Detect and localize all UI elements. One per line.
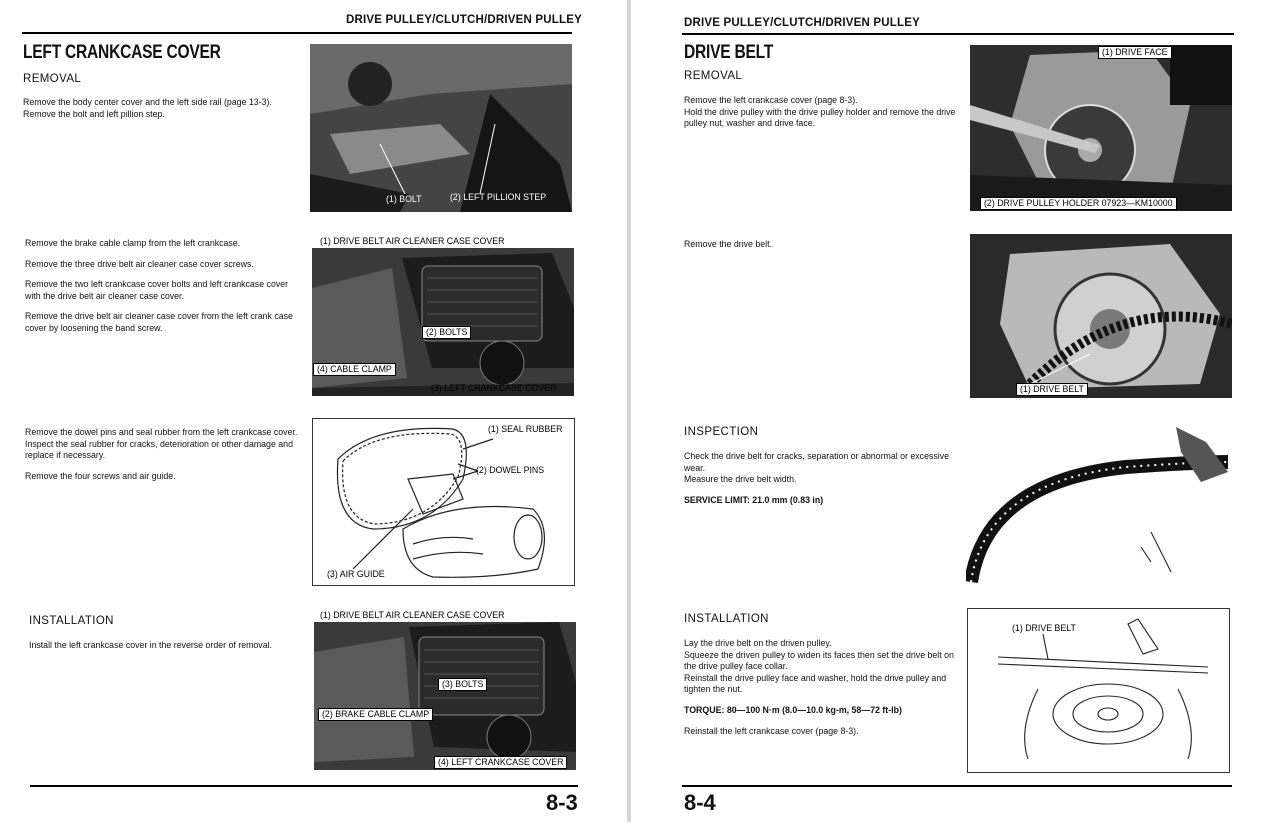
right-installation-heading: INSTALLATION — [684, 613, 769, 625]
right-torque — [684, 705, 960, 717]
fig4-callout-crankcase-cover: (4) LEFT CRANKCASE COVER — [434, 756, 567, 769]
page-gutter — [627, 0, 631, 822]
left-step3-p1: Remove the dowel pins and seal rubber from the left crankcase cover. — [25, 427, 298, 437]
right-running-head: DRIVE PULLEY/CLUTCH/DRIVEN PULLEY — [684, 17, 920, 29]
right-installation-p1: Lay the drive belt on the driven pulley. — [684, 638, 832, 648]
right-installation-p3: Reinstall the drive pulley face and washer, hold the drive pulley and tighten the nut. — [684, 672, 947, 695]
photo-air-cleaner-cover-image — [312, 248, 574, 396]
left-step2-p2: Remove the three drive belt air cleaner case cover screws. — [25, 258, 254, 269]
drawing-belt-installation-art — [968, 609, 1229, 772]
photo-installation-cover-art — [314, 622, 576, 770]
right-installation-p4: Reinstall the left crankcase cover (page 8-3). — [684, 725, 859, 736]
left-step3-p3: Remove the four screws and air guide. — [25, 470, 176, 481]
left-installation-heading: INSTALLATION — [29, 615, 114, 627]
fig1-callout-bolt: (1) BOLT — [386, 194, 422, 204]
left-step3-p2: Inspect the seal rubber for cracks, deterioration or other damage and replace if necessary. — [25, 438, 293, 461]
left-installation-p1: Install the left crankcase cover in the reverse order of removal. — [29, 640, 273, 650]
right-installation-text — [684, 638, 960, 737]
fig4-callout-cover: (1) DRIVE BELT AIR CLEANER CASE COVER — [320, 610, 505, 620]
photo-installation-cover — [314, 608, 576, 774]
fig3-callout-seal-rubber: (1) SEAL RUBBER — [488, 424, 563, 434]
left-step2-p1: Remove the brake cable clamp from the left crankcase. — [25, 238, 241, 248]
photo-drive-face-art — [970, 45, 1232, 211]
service-limit-label: SERVICE LIMIT: — [684, 494, 750, 505]
left-step2-text — [25, 238, 301, 344]
left-removal-p2: Remove the bolt and left pillion step. — [23, 108, 165, 119]
right-footer-rule — [682, 785, 1232, 787]
fig3-callout-dowel-pins: (2) DOWEL PINS — [476, 465, 545, 475]
left-step3-text — [25, 427, 301, 491]
left-page-title: LEFT CRANKCASE COVER — [23, 42, 221, 63]
right-service-limit — [684, 495, 960, 507]
right-inspection-text — [684, 451, 960, 506]
right-removal-text — [684, 95, 960, 130]
torque-label: TORQUE: — [684, 704, 725, 715]
fig1-callout-pillion-step: (2) LEFT PILLION STEP — [450, 192, 547, 202]
right-inspection-p2: Measure the drive belt width. — [684, 474, 797, 485]
drawing-seal-rubber — [312, 418, 575, 586]
left-footer-rule — [30, 785, 578, 787]
right-header-rule — [682, 33, 1234, 35]
left-page-number: 8-3 — [546, 790, 578, 815]
fig3-callout-air-guide: (3) AIR GUIDE — [327, 569, 385, 579]
right-inspection-heading: INSPECTION — [684, 426, 759, 438]
r-fig1-callout-holder: (2) DRIVE PULLEY HOLDER 07923—KM10000 — [980, 197, 1177, 210]
right-removal-heading: REMOVAL — [684, 70, 743, 82]
photo-installation-cover-image — [314, 622, 576, 770]
right-removal-p1: Remove the left crankcase cover (page 8-3). — [684, 95, 858, 105]
fig2-callout-cable-clamp: (4) CABLE CLAMP — [313, 363, 396, 376]
drawing-belt-inspection — [966, 422, 1232, 588]
right-page-number: 8-4 — [684, 790, 716, 815]
fig4-callout-brake-cable-clamp: (2) BRAKE CABLE CLAMP — [318, 708, 433, 721]
right-installation-p2: Squeeze the driven pulley to widen its faces then set the drive belt on the drive pulley face collar. — [684, 649, 954, 672]
fig2-callout-crankcase-cover: (3) LEFT CRANKCASE COVER — [431, 383, 557, 393]
right-removal-p3: Remove the drive belt. — [684, 239, 773, 249]
left-header-rule — [22, 32, 572, 34]
photo-drive-belt-art — [970, 234, 1232, 398]
left-removal-heading: REMOVAL — [23, 73, 82, 85]
r-fig1-callout-drive-face: (1) DRIVE FACE — [1098, 46, 1172, 59]
fig2-callout-cover: (1) DRIVE BELT AIR CLEANER CASE COVER — [320, 236, 505, 246]
r-fig2-callout-drive-belt: (1) DRIVE BELT — [1016, 383, 1088, 396]
photo-pillion-step — [310, 44, 572, 212]
drawing-belt-installation — [967, 608, 1230, 773]
right-page-title: DRIVE BELT — [684, 42, 774, 63]
photo-drive-face — [970, 45, 1232, 211]
left-installation-text — [29, 640, 305, 652]
left-running-head: DRIVE PULLEY/CLUTCH/DRIVEN PULLEY — [346, 14, 582, 26]
photo-pillion-step-art — [310, 44, 572, 212]
fig2-callout-bolts: (2) BOLTS — [422, 326, 471, 339]
left-step2-p4: Remove the drive belt air cleaner case cover from the left crank case cover by loosening the band screw. — [25, 311, 293, 333]
service-limit-value: 21.0 mm (0.83 in) — [752, 494, 824, 505]
photo-drive-belt — [970, 234, 1232, 398]
right-removal-belt-text — [684, 239, 960, 251]
left-removal-p1: Remove the body center cover and the left side rail (page 13-3). — [23, 97, 272, 107]
left-removal-text — [23, 97, 299, 120]
right-inspection-p1: Check the drive belt for cracks, separation or abnormal or excessive wear. — [684, 451, 950, 473]
right-removal-p2: Hold the drive pulley with the drive pulley holder and remove the drive pulley nut, washer and drive face. — [684, 106, 956, 129]
drawing-seal-rubber-art — [313, 419, 574, 585]
torque-value: 80—100 N·m (8.0—10.0 kg-m, 58—72 ft-lb) — [726, 704, 902, 715]
r-fig3-callout-drive-belt: (1) DRIVE BELT — [1012, 623, 1076, 633]
left-step2-p3: Remove the two left crankcase cover bolts and left crankcase cover with the drive belt air cleaner case cover. — [25, 279, 289, 301]
fig4-callout-bolts: (3) BOLTS — [438, 678, 487, 691]
photo-air-cleaner-cover — [312, 234, 574, 400]
